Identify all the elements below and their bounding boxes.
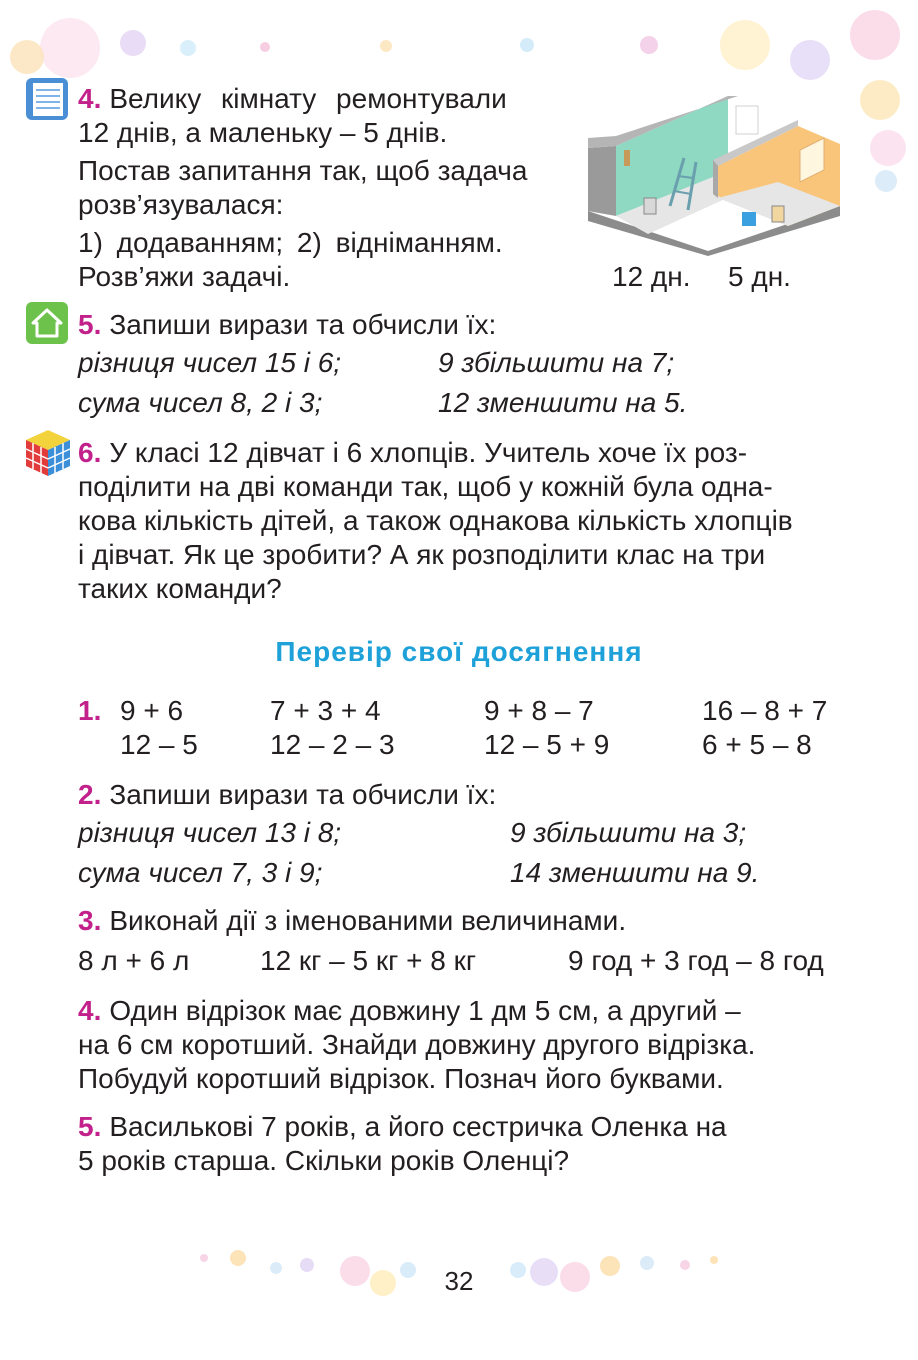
task6-line4: і дівчат. Як це зробити? А як розподілити клас на три (78, 539, 766, 570)
rubik-cube-icon (24, 428, 72, 483)
task4-line5: 1) додаванням; 2) відніманням. (78, 227, 503, 258)
check3-expr-1: 8 л + 6 л (78, 945, 190, 976)
task4-line3: Постав запитання так, щоб задача (78, 155, 528, 186)
check2-expr-b: 9 збільшити на 3; (510, 817, 747, 848)
task5-line1: 5. Запиши вирази та обчисли їх: (78, 309, 497, 340)
task6-line3: кова кількість дітей, а також однакова кількість хлопців (78, 505, 793, 536)
check2-expr-d: 14 зменшити на 9. (510, 857, 760, 888)
check4-line3: Побудуй коротший відрізок. Познач його буквами. (78, 1063, 724, 1094)
big-room-days-label: 12 дн. (612, 261, 691, 292)
check3-line1: 3. Виконай дії з іменованими величинами. (78, 905, 627, 936)
task5-expr-c: сума чисел 8, 2 і 3; (78, 387, 323, 418)
check3-expr-2: 12 кг – 5 кг + 8 кг (260, 945, 477, 976)
check1-r2-c1: 12 – 5 (120, 729, 198, 760)
home-icon (24, 300, 70, 351)
task-number: 5. (78, 309, 102, 340)
check3-expr-3: 9 год + 3 год – 8 год (568, 945, 824, 976)
task5-expr-d: 12 зменшити на 5. (438, 387, 688, 418)
check1-number: 1. (78, 695, 102, 726)
check4-line1: 4. Один відрізок має довжину 1 дм 5 см, а другий – (78, 995, 741, 1026)
small-room-days-label: 5 дн. (728, 261, 791, 292)
check1-r2-c3: 12 – 5 + 9 (484, 729, 610, 760)
task5-expr-b: 9 збільшити на 7; (438, 347, 675, 378)
task6-line5: таких команди? (78, 573, 282, 604)
rooms-illustration (588, 86, 840, 261)
check5-line2: 5 років старша. Скільки років Оленці? (78, 1145, 570, 1176)
notebook-icon (24, 76, 70, 127)
check2-line1: 2. Запиши вирази та обчисли їх: (78, 779, 497, 810)
task-number: 5. (78, 1111, 102, 1142)
task-number: 3. (78, 905, 102, 936)
check4-line2: на 6 см коротший. Знайди довжину другого відрізка. (78, 1029, 756, 1060)
check2-expr-c: сума чисел 7, 3 і 9; (78, 857, 323, 888)
check1-r1-c2: 7 + 3 + 4 (270, 695, 381, 726)
section-title: Перевір свої досягнення (275, 636, 643, 667)
check5-line1: 5. Василькові 7 років, а його сестричка Оленка на (78, 1111, 727, 1142)
check1-r1-c1: 9 + 6 (120, 695, 184, 726)
task-number: 4. (78, 995, 102, 1026)
check1-r2-c2: 12 – 2 – 3 (270, 729, 395, 760)
page-number: 32 (444, 1266, 474, 1296)
check2-expr-a: різниця чисел 13 і 8; (78, 817, 342, 848)
task4-line1: 4. Велику кімнату ремонтували (78, 83, 507, 114)
task5-expr-a: різниця чисел 15 і 6; (78, 347, 342, 378)
task-number: 6. (78, 437, 102, 468)
task4-line4: розв’язувалася: (78, 189, 284, 220)
task6-line2: поділити на дві команди так, щоб у кожній була одна- (78, 471, 773, 502)
check1-r1-c4: 16 – 8 + 7 (702, 695, 828, 726)
task4-line6: Розв’яжи задачі. (78, 261, 291, 292)
check1-r2-c4: 6 + 5 – 8 (702, 729, 812, 760)
task6-line1: 6. У класі 12 дівчат і 6 хлопців. Учитель хоче їх роз- (78, 437, 748, 468)
task-number: 2. (78, 779, 102, 810)
task4-line2: 12 днів, а маленьку – 5 днів. (78, 117, 448, 148)
check1-r1-c3: 9 + 8 – 7 (484, 695, 594, 726)
task-number: 4. (78, 83, 102, 114)
